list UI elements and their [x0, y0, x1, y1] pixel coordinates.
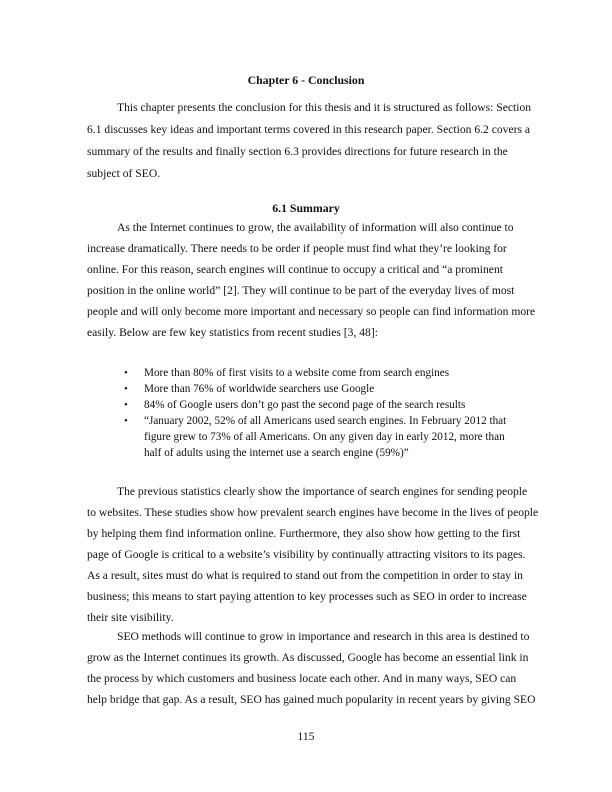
- text-line: their site visibility.: [87, 611, 174, 624]
- list-item-text: More than 76% of worldwide searchers use Google: [144, 383, 375, 395]
- text-line: As a result, sites must do what is required to stand out from the competition in order to stay in: [87, 569, 523, 582]
- text-line: the process by which customers and business locate each other. And in many ways, SEO can: [87, 672, 517, 685]
- bullet-icon: •: [124, 415, 128, 427]
- text-line: SEO methods will continue to grow in importance and research in this area is destined to: [117, 630, 530, 643]
- text-line: summary of the results and finally section 6.3 provides directions for future research in the: [87, 145, 508, 158]
- list-item-text: figure grew to 73% of all Americans. On any given day in early 2012, more than: [144, 431, 505, 443]
- text-line: by helping them find information online. Furthermore, they also show how getting to the first: [87, 527, 521, 540]
- page-number: 115: [297, 730, 315, 743]
- text-line: position in the online world” [2]. They will continue to be part of the everyday lives of most: [87, 284, 515, 297]
- text-line: help bridge that gap. As a result, SEO has gained much popularity in recent years by giving SEO: [87, 693, 536, 706]
- list-item-text: 84% of Google users don’t go past the second page of the search results: [144, 399, 466, 411]
- text-line: people and will only become more important and necessary so people can find information more: [87, 305, 536, 318]
- bullet-icon: •: [124, 367, 128, 379]
- text-line: This chapter presents the conclusion for this thesis and it is structured as follows: Section: [117, 101, 532, 114]
- text-line: online. For this reason, search engines will continue to occupy a critical and “a prominent: [87, 263, 503, 276]
- text-line: increase dramatically. There needs to be order if people must find what they’re looking for: [87, 242, 507, 255]
- text-line: business; this means to start paying attention to key processes such as SEO in order to increase: [87, 590, 527, 603]
- text-line: to websites. These studies show how prevalent search engines have become in the lives of people: [87, 506, 539, 519]
- text-line: As the Internet continues to grow, the availability of information will also continue to: [117, 221, 514, 234]
- text-line: The previous statistics clearly show the importance of search engines for sending people: [117, 485, 528, 498]
- text-line: grow as the Internet continues its growth. As discussed, Google has become an essential link in: [87, 651, 529, 664]
- text-line: subject of SEO.: [87, 167, 161, 180]
- chapter-title: Chapter 6 - Conclusion: [247, 73, 365, 87]
- bullet-icon: •: [124, 383, 128, 395]
- text-line: page of Google is critical to a website’s visibility by continually attracting visitors to its pages.: [87, 548, 526, 561]
- list-item-text: “January 2002, 52% of all Americans used search engines. In February 2012 that: [144, 415, 507, 427]
- section-heading: 6.1 Summary: [272, 201, 340, 215]
- list-item-text: More than 80% of first visits to a website come from search engines: [144, 367, 450, 379]
- bullet-icon: •: [124, 399, 128, 411]
- text-line: 6.1 discusses key ideas and important terms covered in this research paper. Section 6.2 covers a: [87, 123, 531, 136]
- list-item-text: half of adults using the internet use a search engine (59%)”: [144, 447, 409, 459]
- text-line: easily. Below are few key statistics from recent studies [3, 48]:: [87, 326, 378, 339]
